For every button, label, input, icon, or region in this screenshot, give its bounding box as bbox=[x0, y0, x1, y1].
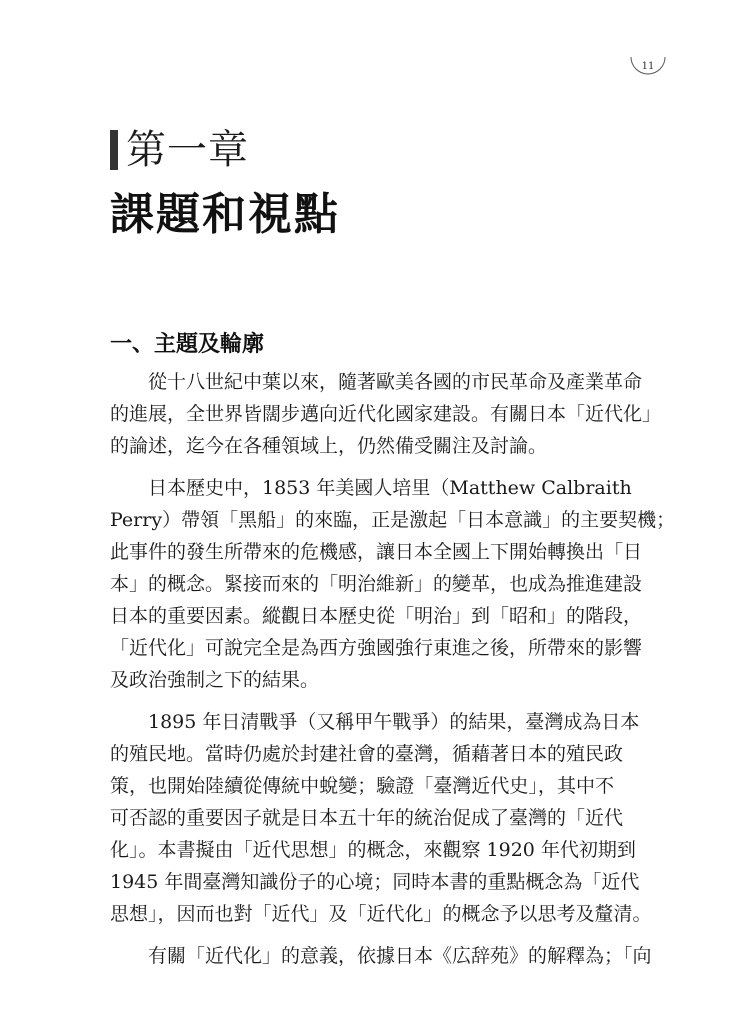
paragraph-4 bbox=[110, 940, 652, 972]
chapter-label: 第一章 bbox=[126, 127, 249, 173]
text-line: 本」的概念。緊接而來的「明治維新」的變革，也成為推進建設 bbox=[110, 573, 643, 595]
text-line: 及政治強制之下的結果。 bbox=[110, 669, 320, 691]
text-line: 有關「近代化」的意義，依據日本《広辞苑》的解釋為；「向 bbox=[148, 945, 652, 967]
text-line: 策，也開始陸續從傳統中蛻變；驗證「臺灣近代史」，其中不 bbox=[110, 775, 614, 797]
page-number-marker bbox=[628, 55, 668, 83]
section-heading: 一、主題及輪廓 bbox=[110, 332, 265, 357]
paragraph-3 bbox=[110, 706, 652, 930]
text-line: 此事件的發生所帶來的危機感，讓日本全國上下開始轉換出「日 bbox=[110, 541, 643, 563]
text-line: Perry）帶領「黑船」的來臨，正是激起「日本意識」的主要契機； bbox=[110, 509, 676, 531]
text-line: 的進展，全世界皆闊步邁向近代化國家建設。有關日本「近代化」 bbox=[110, 403, 662, 425]
text-line: 的論述，迄今在各種領域上，仍然備受關注及討論。 bbox=[110, 435, 548, 457]
body-text bbox=[110, 366, 676, 972]
text-line: 1945 年間臺灣知識份子的心境；同時本書的重點概念為「近代 bbox=[110, 871, 640, 893]
text-line: 思想」，因而也對「近代」及「近代化」的概念予以思考及釐清。 bbox=[110, 903, 652, 925]
chapter-title: 課題和視點 bbox=[110, 189, 340, 240]
text-line: 的殖民地。當時仍處於封建社會的臺灣，循藉著日本的殖民政 bbox=[110, 743, 624, 765]
text-line: 從十八世紀中葉以來，隨著歐美各國的市民革命及產業革命 bbox=[148, 371, 643, 393]
text-line: 日本歷史中，1853 年美國人培里（Matthew Calbraith bbox=[148, 477, 632, 499]
paragraph-1 bbox=[110, 366, 662, 462]
page-number: 11 bbox=[641, 61, 655, 72]
text-line: 化」。本書擬由「近代思想」的概念，來觀察 1920 年代初期到 bbox=[110, 839, 636, 861]
text-line: 日本的重要因素。縱觀日本歷史從「明治」到「昭和」的階段， bbox=[110, 605, 643, 627]
text-line: 可否認的重要因子就是日本五十年的統治促成了臺灣的「近代 bbox=[110, 807, 624, 829]
chapter-bar bbox=[110, 130, 118, 170]
text-line: 「近代化」可說完全是為西方強國強行東進之後，所帶來的影響 bbox=[110, 637, 643, 659]
paragraph-2 bbox=[110, 472, 676, 696]
text-line: 1895 年日清戰爭（又稱甲午戰爭）的結果，臺灣成為日本 bbox=[148, 711, 640, 733]
